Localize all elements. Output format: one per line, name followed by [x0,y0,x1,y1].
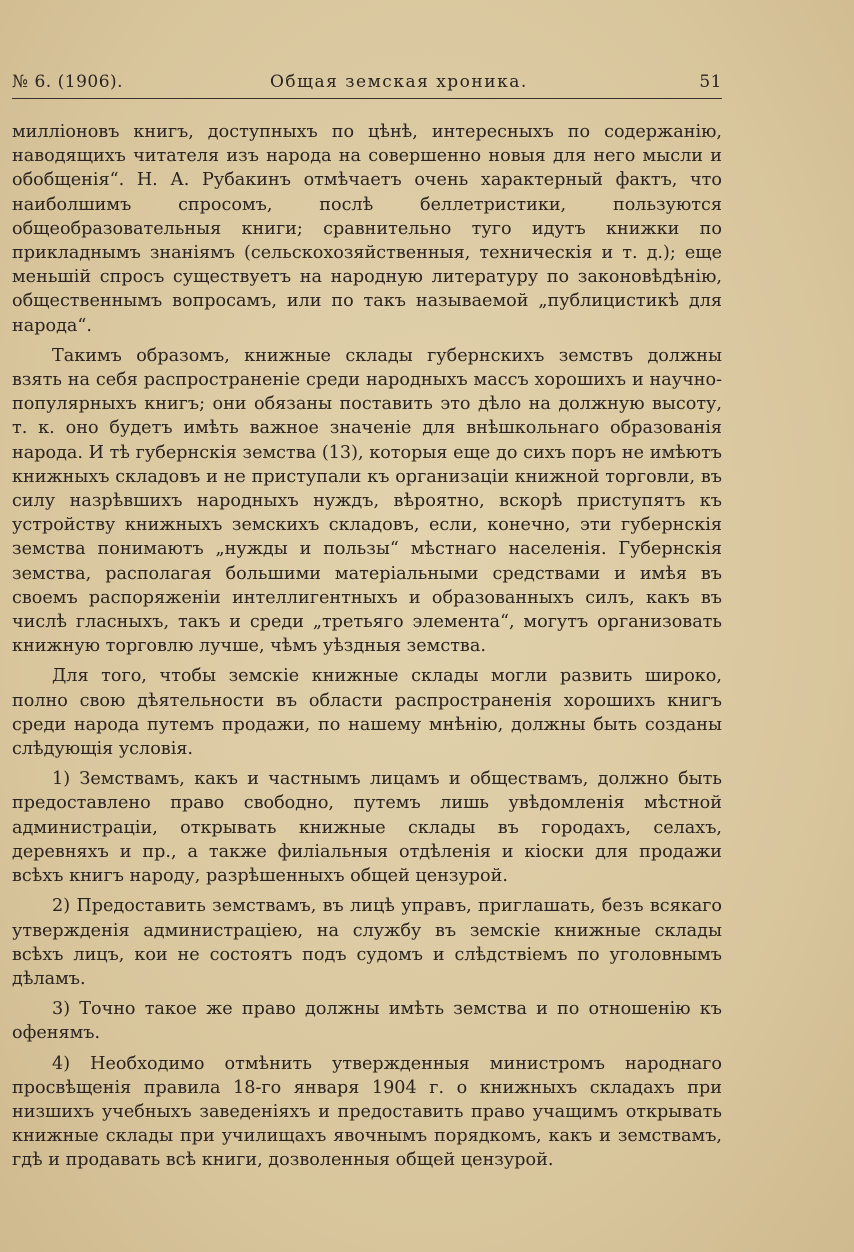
paragraph-condition-4: 4) Необходимо отмѣнить утвержденныя министромъ народнаго просвѣщенія правила 18-го января 1904 г. о книжныхъ складахъ при низшихъ учебныхъ заведеніяхъ и предоставить право учащимъ открывать книжные склады при училищахъ явочнымъ порядкомъ, какъ и земствамъ, гдѣ и продавать всѣ книги, дозволенныя общей цензурой. [12,1053,722,1171]
paragraph-1: милліоновъ книгъ, доступныхъ по цѣнѣ, интересныхъ по содержанію, наводящихъ читателя изъ народа на совершенно новыя для него мысли и обобщенія“. Н. А. Рубакинъ отмѣчаетъ очень характерный фактъ, что наиболшимъ спросомъ, послѣ беллетристики, пользуются общеобразовательныя книги; сравнительно туго идутъ книжки по прикладнымъ знаніямъ (сельскохозяйственныя, техническія и т. д.); еще меньшій спросъ существуетъ на народную литературу по законовѣдѣнію, общественнымъ вопросамъ, или по такъ называемой „публицистикѣ для народа“. [12,122,722,336]
paragraph-3: Для того, чтобы земскіе книжные склады могли развить широко, полно свою дѣятельности въ области распространенія хорошихъ книгъ среди народа путемъ продажи, по нашему мнѣнію, должны быть созданы слѣдующія условія. [12,666,722,760]
paragraph-condition-3: 3) Точно такое же право должны имѣть земства и по отношенію къ офенямъ. [12,999,722,1044]
running-header [12,72,722,96]
paragraph-2: Такимъ образомъ, книжные склады губернскихъ земствъ должны взять на себя распространеніе среди народныхъ массъ хорошихъ и научно-популярныхъ книгъ; они обязаны поставить это дѣло на должную высоту, т. к. оно будетъ имѣть важное значеніе для внѣшкольнаго образованія народа. И тѣ губернскія земства (13), которыя еще до сихъ поръ не имѣютъ книжныхъ складовъ и не приступали къ организаціи книжной торговли, въ силу назрѣвшихъ народныхъ нуждъ, вѣроятно, вскорѣ приступятъ къ устройству книжныхъ земскихъ складовъ, если, конечно, эти губернскія земства понимаютъ „нужды и пользы“ мѣстнаго населенія. Губернскія земства, располагая большими матеріальными средствами и имѣя въ своемъ распоряженіи интеллигентныхъ и образованныхъ силъ, какъ въ числѣ гласныхъ, такъ и среди „третьяго элемента“, могутъ организовать книжную торговлю лучше, чѣмъ уѣздныя земства. [12,345,722,657]
header-rule [12,98,722,99]
paragraph-condition-2: 2) Предоставить земствамъ, въ лицѣ управъ, приглашать, безъ всякаго утвержденія администраціею, на службу въ земскіе книжные склады всѣхъ лицъ, кои не состоятъ подъ судомъ и слѣдствіемъ по уголовнымъ дѣламъ. [12,896,722,989]
section-title: Общая земская хроника. [270,72,528,92]
paragraph-condition-1: 1) Земствамъ, какъ и частнымъ лицамъ и обществамъ, должно быть предоставлено право свободно, путемъ лишь увѣдомленія мѣстной администраціи, открывать книжные склады въ городахъ, селахъ, деревняхъ и пр., а также филіальныя отдѣленія и кіоски для продажи всѣхъ книгъ народу, разрѣшенныхъ общей цензурой. [12,769,722,887]
page-number: 51 [699,72,722,92]
issue-number: № 6. (1906). [12,72,124,92]
article-body [12,120,722,1179]
